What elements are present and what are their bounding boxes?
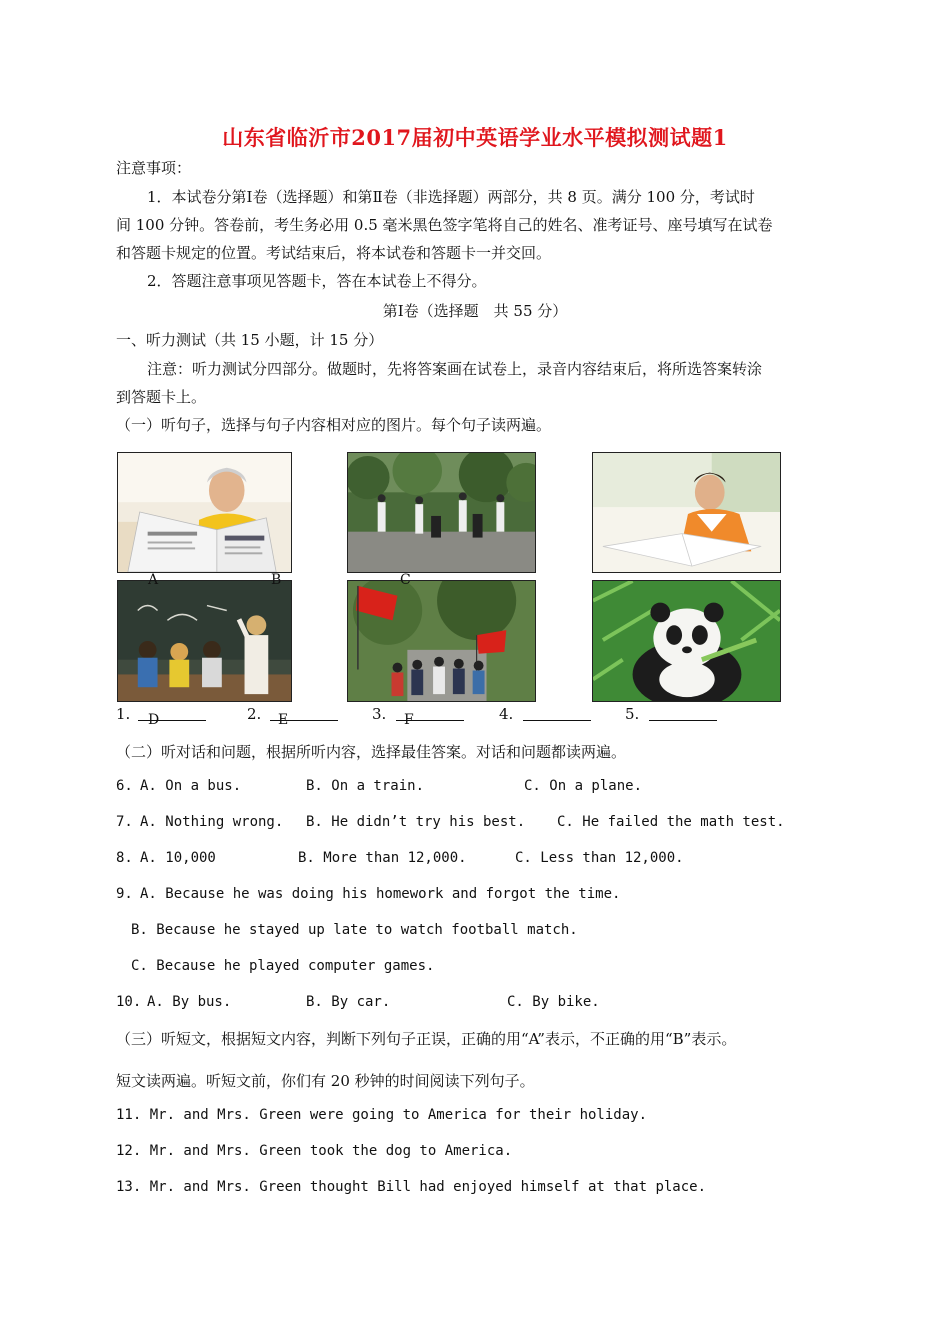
picture-letter-f: F — [404, 712, 414, 728]
q9-number: 9. — [116, 886, 133, 902]
exam-title: 山东省临沂市2017届初中英语学业水平模拟测试题1 — [222, 125, 728, 150]
picture-letter-e: E — [278, 712, 289, 728]
q10-option-b: B. By car. — [306, 994, 391, 1010]
picture-boy-writing-at-desk — [592, 452, 781, 573]
part-c-note: 短文读两遍。听短文前，你们有 20 秒钟的时间阅读下列句子。 — [116, 1072, 535, 1090]
notice-item-1-line-3: 和答题卡规定的位置。考试结束后，将本试卷和答题卡一并交回。 — [116, 244, 552, 262]
q10-option-a: A. By bus. — [147, 994, 232, 1010]
q7-number: 7. — [116, 814, 133, 830]
q8-option-b: B. More than 12,000. — [298, 850, 467, 866]
notice-heading: 注意事项： — [116, 159, 192, 177]
part-a-heading: （一）听句子，选择与句子内容相对应的图片。每个句子读两遍。 — [116, 416, 552, 434]
q13-statement: 13. Mr. and Mrs. Green thought Bill had enjoyed himself at that place. — [116, 1179, 707, 1195]
q8-option-c: C. Less than 12,000. — [515, 850, 684, 866]
blank-number-5: 5. — [625, 705, 640, 723]
q6-option-c: C. On a plane. — [524, 778, 643, 794]
blank-number-2: 2. — [247, 705, 262, 723]
answer-blank-4[interactable] — [523, 720, 591, 721]
section-1-note-line-2: 到答题卡上。 — [116, 388, 207, 406]
blank-number-3: 3. — [372, 705, 387, 723]
notice-item-1-line-1: 1．本试卷分第Ⅰ卷（选择题）和第Ⅱ卷（非选择题）两部分，共 8 页。满分 100 分，考试时 — [147, 188, 755, 206]
picture-letter-c: C — [400, 572, 411, 588]
q6-number: 6. — [116, 778, 133, 794]
q6-option-b: B. On a train. — [306, 778, 425, 794]
picture-man-reading-newspaper — [117, 452, 292, 573]
q10-option-c: C. By bike. — [507, 994, 600, 1010]
part-c-heading: （三）听短文，根据短文内容，判断下列句子正误，正确的用“A”表示，不正确的用“B”表示。 — [116, 1030, 737, 1048]
picture-letter-b: B — [271, 572, 282, 588]
q7-option-c: C. He failed the math test. — [557, 814, 785, 830]
q7-option-a: A. Nothing wrong. — [140, 814, 284, 830]
q9-option-c: C. Because he played computer games. — [131, 958, 435, 974]
answer-blank-1[interactable] — [138, 720, 206, 721]
picture-children-at-blackboard — [117, 580, 292, 702]
answer-blank-2[interactable] — [270, 720, 338, 721]
section-1-note-line-1: 注意：听力测试分四部分。做题时，先将答案画在试卷上，录音内容结束后，将所选答案转涂 — [147, 360, 763, 378]
q6-option-a: A. On a bus. — [140, 778, 242, 794]
part-1-heading: 第Ⅰ卷（选择题 共 55 分） — [382, 302, 568, 320]
picture-letter-d: D — [148, 712, 160, 728]
section-1-heading: 一、听力测试（共 15 小题，计 15 分） — [116, 331, 384, 349]
q8-option-a: A. 10,000 — [140, 850, 216, 866]
picture-people-tai-chi-park — [347, 452, 536, 573]
blank-number-4: 4. — [499, 705, 514, 723]
q9-option-a: A. Because he was doing his homework and forgot the time. — [140, 886, 621, 902]
blank-number-1: 1. — [116, 705, 131, 723]
notice-item-1-line-2: 间 100 分钟。答卷前，考生务必用 0.5 毫米黑色签字笔将自己的姓名、准考证号、座号填写在试卷 — [116, 216, 773, 234]
answer-blank-3[interactable] — [396, 720, 464, 721]
picture-panda-eating-bamboo — [592, 580, 781, 702]
q10-number: 10. — [116, 994, 142, 1010]
picture-letter-a: A — [148, 572, 159, 588]
q8-number: 8. — [116, 850, 133, 866]
picture-students-marching-flags — [347, 580, 536, 702]
q12-statement: 12. Mr. and Mrs. Green took the dog to America. — [116, 1143, 513, 1159]
q7-option-b: B. He didn’t try his best. — [306, 814, 526, 830]
q11-statement: 11. Mr. and Mrs. Green were going to America for their holiday. — [116, 1107, 648, 1123]
part-b-heading: （二）听对话和问题，根据所听内容，选择最佳答案。对话和问题都读两遍。 — [116, 743, 627, 761]
q9-option-b: B. Because he stayed up late to watch football match. — [131, 922, 578, 938]
notice-item-2: 2．答题注意事项见答题卡，答在本试卷上不得分。 — [147, 272, 487, 290]
answer-blank-5[interactable] — [649, 720, 717, 721]
